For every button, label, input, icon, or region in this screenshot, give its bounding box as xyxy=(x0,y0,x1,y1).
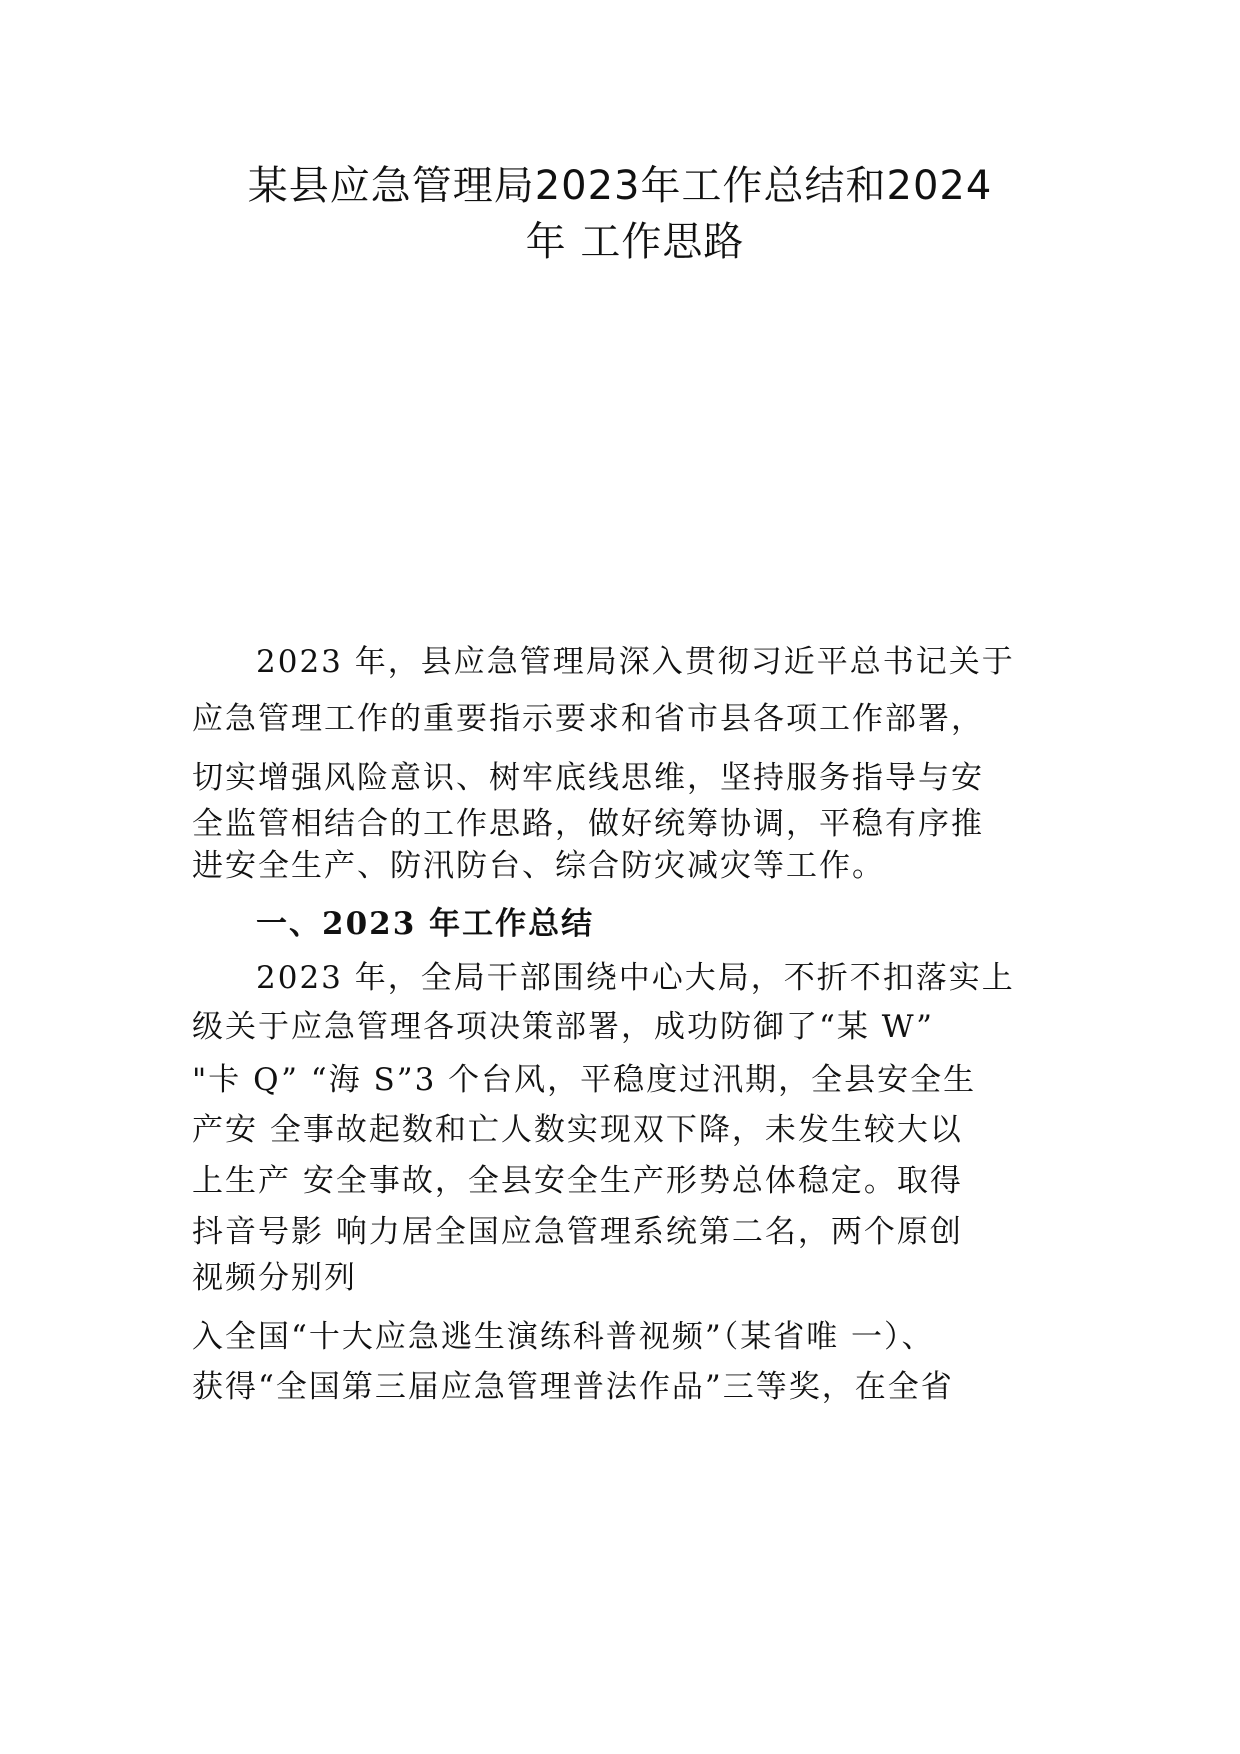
paragraph-line: 应急管理工作的重要指示要求和省市县各项工作部署， xyxy=(192,701,984,737)
title-line-2: 年 工作思路 xyxy=(525,219,745,265)
paragraph-line: 级关于应急管理各项决策部署，成功防御了“某 W” xyxy=(192,1009,934,1045)
paragraph-line: "卡 Q” “海 S”3 个台风，平稳度过汛期，全县安全生 xyxy=(192,1062,977,1098)
paragraph-line: 视频分别列 xyxy=(192,1260,357,1296)
paragraph-line: 获得“全国第三届应急管理普法作品”三等奖，在全省 xyxy=(192,1369,954,1405)
title-line-1: 某县应急管理局2023年工作总结和2024 xyxy=(247,163,993,209)
paragraph-line: 上生产 安全事故，全县安全生产形势总体稳定。取得 xyxy=(192,1163,963,1199)
paragraph-line: 入全国“十大应急逃生演练科普视频”（某省唯 一）、 xyxy=(192,1319,935,1355)
paragraph-line: 进安全生产、防汛防台、综合防灾减灾等工作。 xyxy=(192,848,885,884)
paragraph-line: 切实增强风险意识、树牢底线思维，坚持服务指导与安 xyxy=(192,760,984,796)
paragraph-line: 全监管相结合的工作思路，做好统筹协调，平稳有序推 xyxy=(192,806,984,842)
paragraph-line: 产安 全事故起数和亡人数实现双下降，未发生较大以 xyxy=(192,1112,963,1148)
section-heading-text: 一、2023 年工作总结 xyxy=(256,906,595,942)
paragraph-line: 2023 年，县应急管理局深入贯彻习近平总书记关于 xyxy=(256,644,1015,680)
paragraph-line: 2023 年，全局干部围绕中心大局，不折不扣落实上 xyxy=(256,960,1015,996)
paragraph-line: 抖音号影 响力居全国应急管理系统第二名，两个原创 xyxy=(192,1214,963,1250)
document-title xyxy=(140,158,1100,270)
